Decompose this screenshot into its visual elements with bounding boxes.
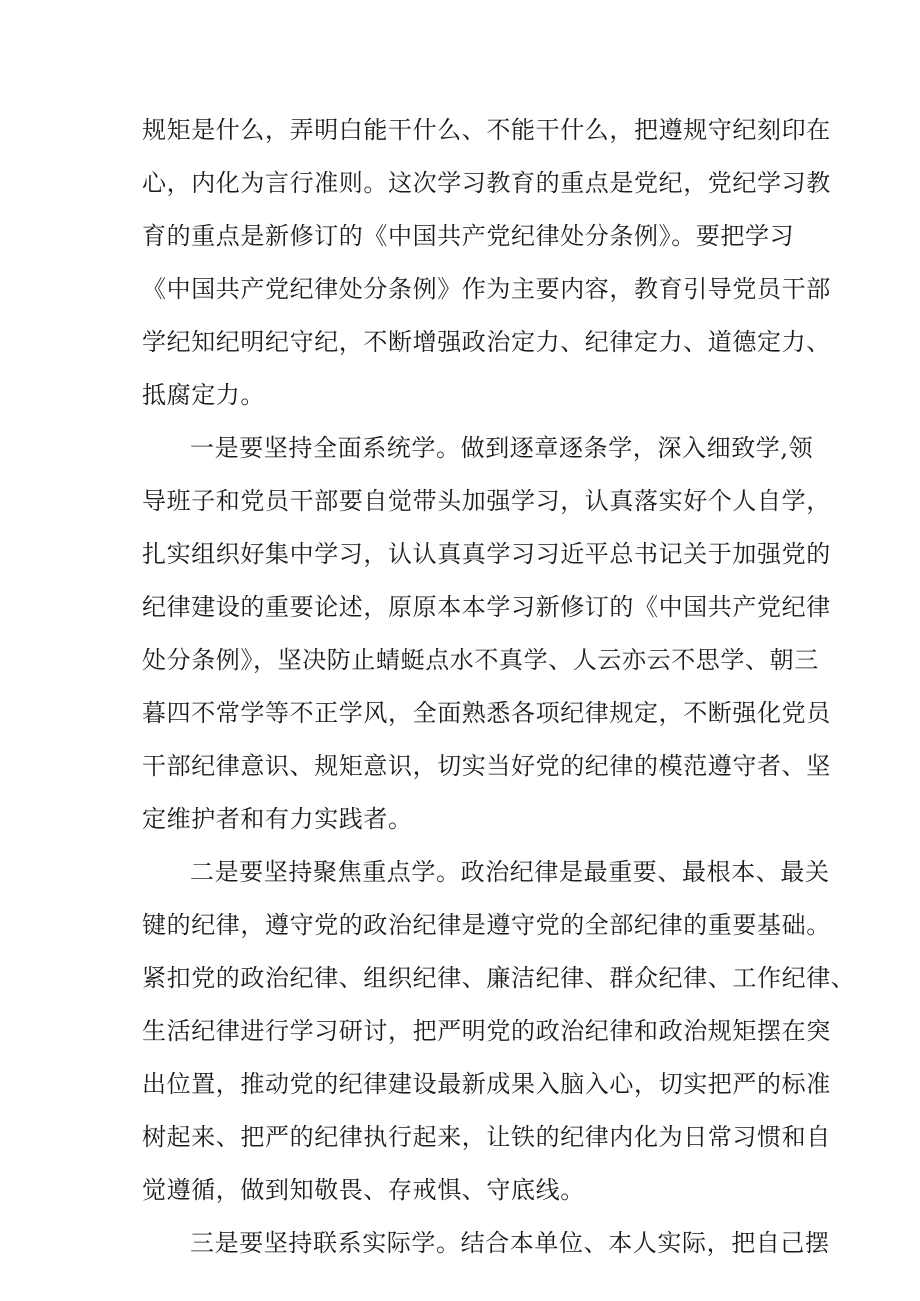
text-line: 心，内化为言行准则。这次学习教育的重点是党纪，党纪学习教 [142,169,831,197]
text-line: 键的纪律，遵守党的政治纪律是遵守党的全部纪律的重要基础。 [142,911,831,939]
text-line: 导班子和党员干部要自觉带头加强学习，认真落实好个人自学， [142,487,831,515]
text-line: 树起来、把严的纪律执行起来，让铁的纪律内化为日常习惯和自 [142,1123,831,1151]
text-line: 学纪知纪明纪守纪，不断增强政治定力、纪律定力、道德定力、 [142,328,831,356]
text-line: 干部纪律意识、规矩意识，切实当好党的纪律的模范遵守者、坚 [142,752,831,780]
text-line: 育的重点是新修订的《中国共产党纪律处分条例》。要把学习 [142,222,795,250]
text-line: 规矩是什么，弄明白能干什么、不能干什么，把遵规守纪刻印在 [142,116,831,144]
text-line: 暮四不常学等不正学风，全面熟悉各项纪律规定，不断强化党员 [142,699,831,727]
text-line: 处分条例》，坚决防止蜻蜓点水不真学、人云亦云不思学、朝三 [142,646,819,674]
text-line: 扎实组织好集中学习，认认真真学习习近平总书记关于加强党的 [142,540,831,568]
text-line: 《中国共产党纪律处分条例》作为主要内容，教育引导党员干部 [142,275,831,303]
paragraph-first-line: 三是要坚持联系实际学。结合本单位、本人实际，把自己摆 [190,1229,830,1257]
text-line: 定维护者和有力实践者。 [142,805,413,833]
text-line: 出位置，推动党的纪律建设最新成果入脑入心，切实把严的标准 [142,1070,831,1098]
paragraph-first-line: 二是要坚持聚焦重点学。政治纪律是最重要、最根本、最关 [190,858,830,886]
text-line: 抵腐定力。 [142,381,265,409]
text-line: 生活纪律进行学习研讨，把严明党的政治纪律和政治规矩摆在突 [142,1017,831,1045]
text-line: 紧扣党的政治纪律、组织纪律、廉洁纪律、群众纪律、工作纪律、 [142,964,856,992]
text-line: 觉遵循，做到知敬畏、存戒惧、守底线。 [142,1176,585,1204]
text-line: 纪律建设的重要论述，原原本本学习新修订的《中国共产党纪律 [142,593,831,621]
document-body [142,104,856,1270]
paragraph-first-line: 一是要坚持全面系统学。做到逐章逐条学，深入细致学,领 [190,434,814,462]
